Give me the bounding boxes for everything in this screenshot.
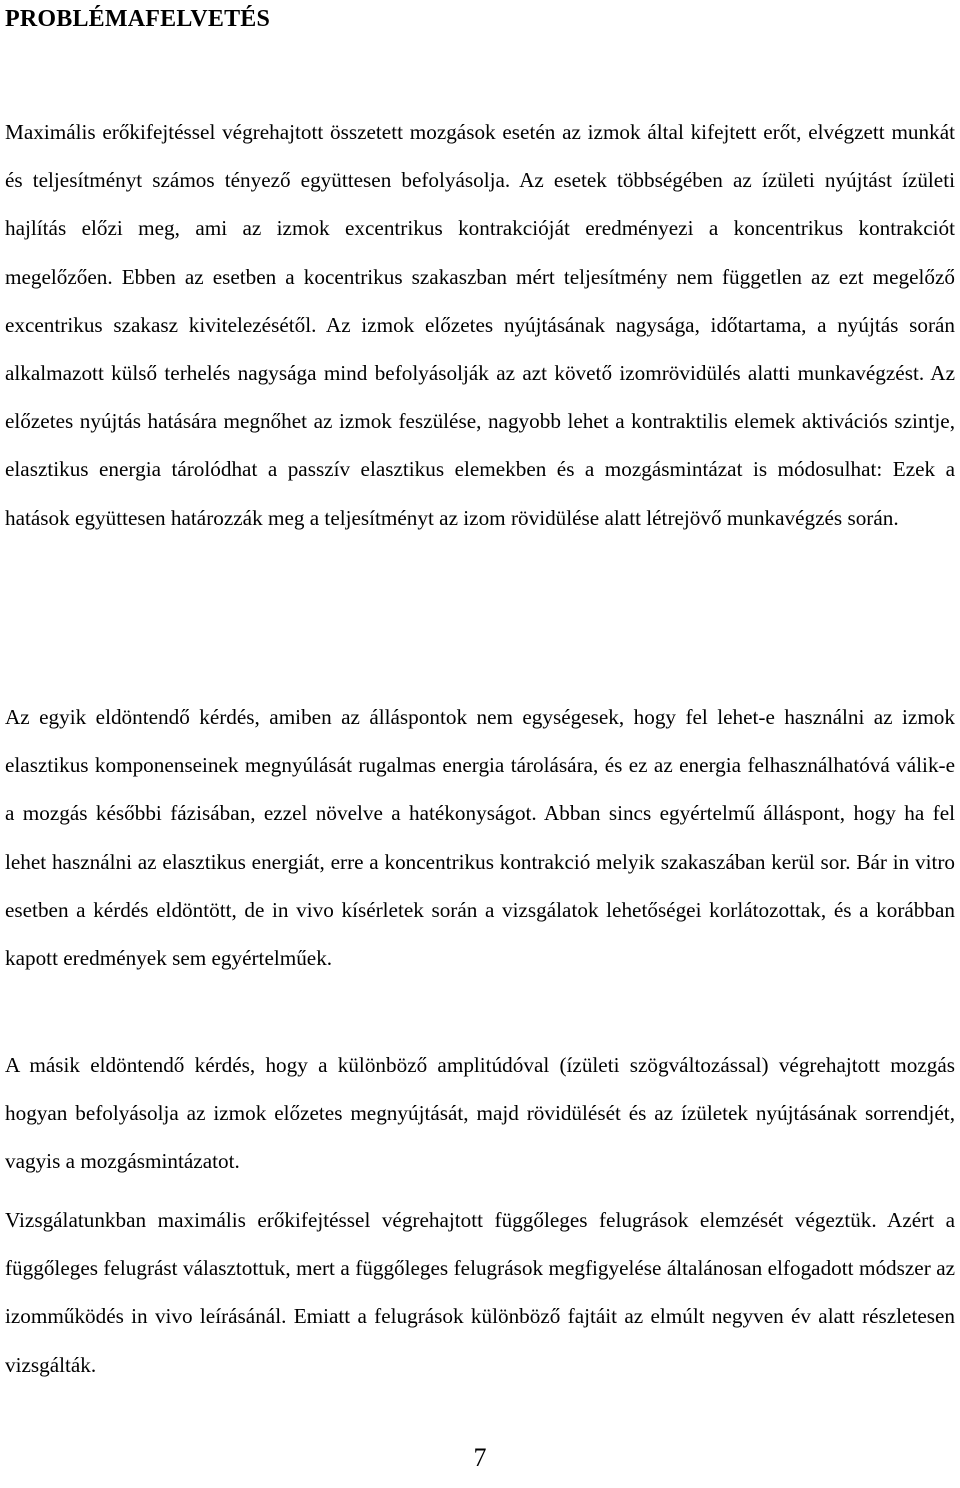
- page-number: 7: [473, 1443, 487, 1472]
- paragraph: Vizsgálatunkban maximális erőkifejtéssel végrehajtott függőleges felugrások elemzését végeztük. Azért a függőleges felugrást választottuk, mert a függőleges felugrások megfigyelése általánosan elfogadott módszer az izomműködés in vivo leírásánál. Emiatt a felugrások különböző fajtáit az elmúlt negyven év alatt részletesen vizsgálták.: [5, 1208, 955, 1377]
- document-page: [5, 0, 955, 1488]
- section-heading: PROBLÉMAFELVETÉS: [5, 6, 271, 32]
- paragraph: Az egyik eldöntendő kérdés, amiben az álláspontok nem egységesek, hogy fel lehet-e használni az izmok elasztikus komponenseinek megnyúlását rugalmas energia tárolására, és ez az energia felhasználhatóvá válik-e a mozgás későbbi fázisában, ezzel növelve a hatékonyságot. Abban sincs egyértelmű álláspont, hogy ha fel lehet használni az elasztikus energiát, erre a koncentrikus kontrakció melyik szakaszában kerül sor. Bár in vitro esetben a kérdés eldöntött, de in vivo kísérletek során a vizsgálatok lehetőségei korlátozottak, és a korábban kapott eredmények sem egyértelműek.: [5, 705, 955, 971]
- paragraph: A másik eldöntendő kérdés, hogy a különböző amplitúdóval (ízületi szögváltozással) végrehajtott mozgás hogyan befolyásolja az izmok előzetes megnyújtását, majd rövidülését és az ízületek nyújtásának sorrendjét, vagyis a mozgásmintázatot.: [5, 1053, 955, 1174]
- paragraph: Maximális erőkifejtéssel végrehajtott összetett mozgások esetén az izmok által kifejtett erőt, elvégzett munkát és teljesítményt számos tényező együttesen befolyásolja. Az esetek többségében az ízületi nyújtást ízületi hajlítás előzi meg, ami az izmok excentrikus kontrakcióját eredményezi a koncentrikus kontrakciót megelőzően. Ebben az esetben a kocentrikus szakaszban mért teljesítmény nem független az ezt megelőző excentrikus szakasz kivitelezésétől. Az izmok előzetes nyújtásának nagysága, időtartama, a nyújtás során alkalmazott külső terhelés nagysága mind befolyásolják az azt követő izomrövidülés alatti munkavégzést. Az előzetes nyújtás hatására megnőhet az izmok feszülése, nagyobb lehet a kontraktilis elemek aktivációs szintje, elasztikus energia tárolódhat a passzív elasztikus elemekben és a mozgásmintázat is módosulhat: Ezek a hatások együttesen határozzák meg a teljesítményt az izom rövidülése alatt létrejövő munkavégzés során.: [5, 120, 955, 530]
